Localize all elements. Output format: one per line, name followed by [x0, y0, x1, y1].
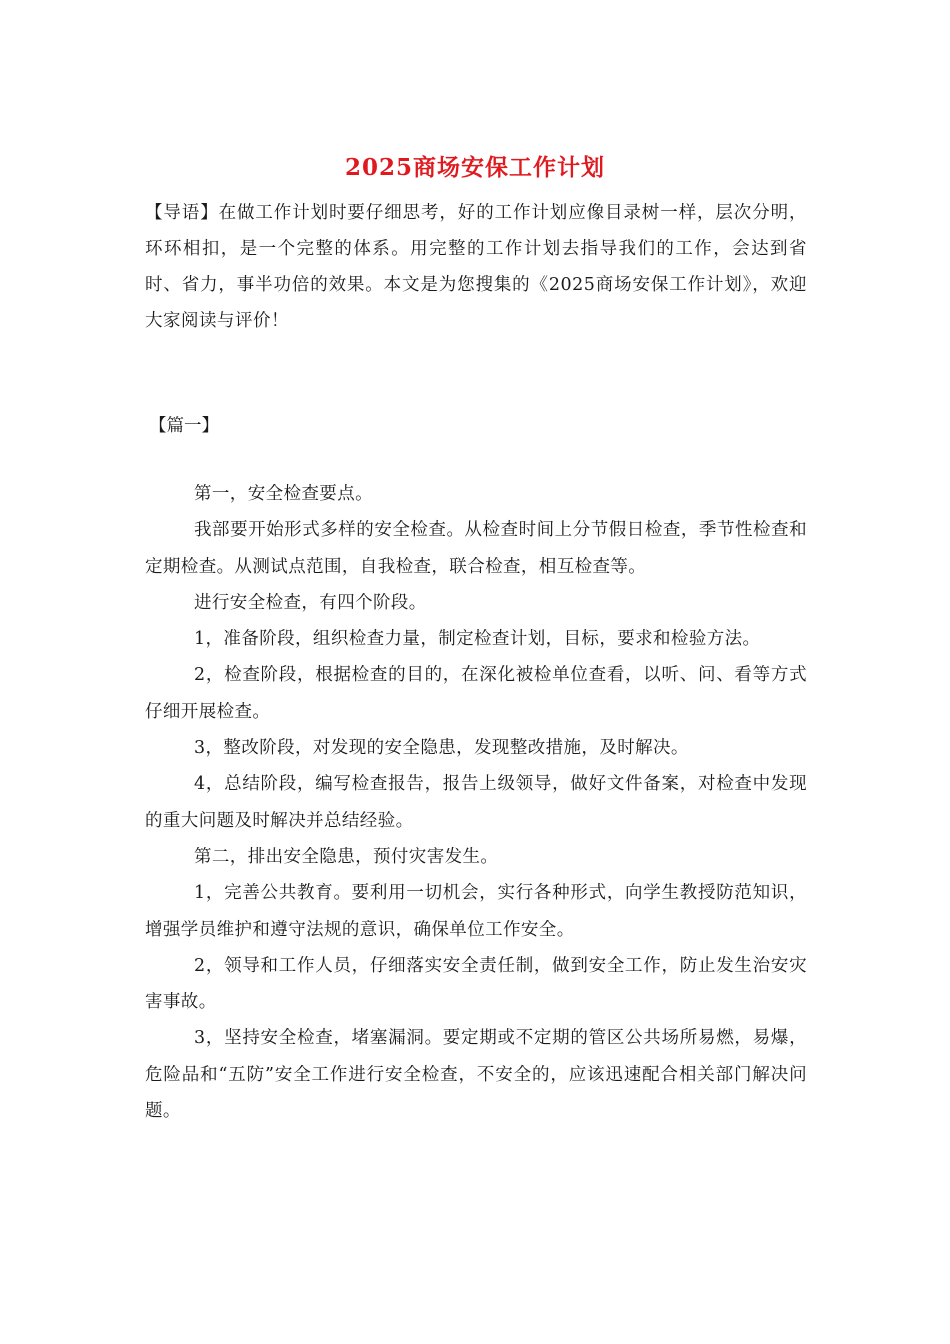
body-paragraph: 第一，安全检查要点。 — [194, 484, 373, 504]
body-paragraph: 1，准备阶段，组织检查力量，制定检查计划，目标，要求和检验方法。 — [194, 629, 761, 650]
body-paragraph: 3，坚持安全检查，堵塞漏洞。要定期或不定期的管区公共场所易燃，易爆，危险品和“五防”安全工作进行安全检查，不安全的，应该迅速配合相关部门解决问题。 — [145, 1028, 807, 1122]
section-label: 【篇一】 — [149, 416, 219, 436]
document-title: 2025商场安保工作计划 — [344, 154, 605, 181]
body-paragraph: 1，完善公共教育。要利用一切机会，实行各种形式，向学生教授防范知识，增强学员维护和遵守法规的意识，确保单位工作安全。 — [145, 883, 807, 940]
body-paragraph: 2，检查阶段，根据检查的目的，在深化被检单位查看，以听、问、看等方式仔细开展检查。 — [145, 665, 807, 722]
body-paragraph: 2，领导和工作人员，仔细落实安全责任制，做到安全工作，防止发生治安灾害事故。 — [145, 955, 807, 1013]
body-paragraph: 进行安全检查，有四个阶段。 — [194, 592, 427, 613]
body-paragraph: 3，整改阶段，对发现的安全隐患，发现整改措施，及时解决。 — [194, 738, 689, 759]
body-paragraph: 4，总结阶段，编写检查报告，报告上级领导，做好文件备案，对检查中发现的重大问题及时解决并总结经验。 — [145, 774, 807, 831]
intro-paragraph: 【导语】在做工作计划时要仔细思考，好的工作计划应像目录树一样，层次分明，环环相扣，是一个完整的体系。用完整的工作计划去指导我们的工作，会达到省时、省力，事半功倍的效果。本文是为您搜集的《2025商场安保工作计划》，欢迎大家阅读与评价！ — [145, 203, 807, 331]
body-paragraph: 第二，排出安全隐患，预付灾害发生。 — [194, 846, 499, 867]
document-body — [145, 476, 807, 1129]
body-paragraph: 我部要开始形式多样的安全检查。从检查时间上分节假日检查，季节性检查和定期检查。从测试点范围，自我检查，联合检查，相互检查等。 — [145, 520, 807, 577]
